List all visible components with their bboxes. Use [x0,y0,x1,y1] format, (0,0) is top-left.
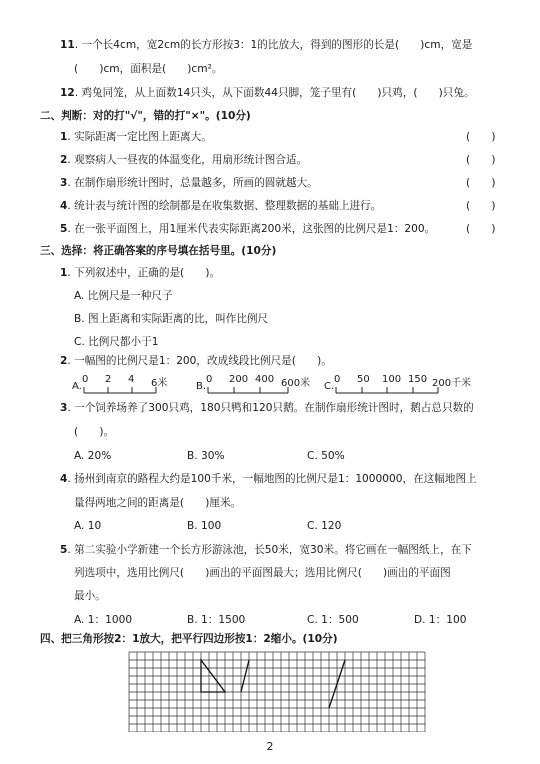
tick-label: 0 [82,374,89,385]
item-number: 5 [60,223,68,235]
tick-label: 0 [206,374,213,385]
judge-item-5 [60,222,435,236]
question-number: 3 [60,402,68,414]
question-number: 11 [60,39,75,51]
option-c[interactable]: C. 比例尺都小于1 [74,336,159,348]
question-5-line2: 列选项中，选用比例尺( )画出的平面图最大；选用比例尺( )画出的平面图 [74,567,451,579]
item-number: 4 [60,200,68,212]
option-a[interactable]: A. 10 [74,520,102,532]
question-text: . 第二实验小学新建一个长方形游泳池，长50米，宽30米。将它画在一幅图纸上，在下 [67,544,472,556]
question-5-line3: 最小。 [74,590,106,602]
scale-bar-option-b[interactable] [196,374,326,398]
option-letter: C. [324,381,335,392]
answer-blank[interactable]: ( ) [466,200,496,212]
question-text: . 一个长4cm，宽2cm的长方形按3：1的比放大，得到的图形的长是( )cm，宽是 [74,39,473,51]
tick-label: 0 [334,374,341,385]
tick-label: 100 [382,374,402,385]
question-text: . 一个饲养场养了300只鸡，180只鸭和120只鹅。在制作扇形统计图时，鹅占总只数的 [67,402,474,414]
item-number: 2 [60,154,68,166]
answer-blank[interactable]: ( ) [466,131,496,143]
question-number: 2 [60,355,68,367]
page-number: 2 [266,740,274,753]
option-c[interactable]: C. 1：500 [307,614,359,626]
item-number: 1 [60,131,68,143]
tick-label: 600米 [281,378,311,389]
tick-label: 200千米 [432,378,472,389]
item-text: . 实际距离一定比图上距离大。 [67,131,212,143]
tick-label: 150 [408,374,428,385]
tick-label: 4 [128,374,135,385]
option-letter: B. [196,381,207,392]
answer-blank[interactable]: ( ) [466,177,496,189]
choice-question-5 [60,543,472,557]
choice-question-2 [60,354,332,368]
section-4-title: 四、把三角形按2：1放大，把平行四边形按1：2缩小。(10分) [40,633,338,645]
judge-item-3 [60,176,318,190]
question-number: 1 [60,267,68,279]
section-2-title: 二、判断：对的打"√"，错的打"×"。(10分) [40,110,251,122]
scale-bar-option-a[interactable] [72,374,192,398]
option-a[interactable]: A. 比例尺是一种尺子 [74,290,173,302]
tick-label: 50 [357,374,370,385]
question-3-line2: ( )。 [74,426,115,438]
item-text: . 统计表与统计图的绘制都是在收集数据、整理数据的基础上进行。 [67,200,382,212]
judge-item-4 [60,199,381,213]
question-number: 12 [60,87,75,99]
question-text: . 扬州到南京的路程大约是100千米，一幅地图的比例尺是1：1000000，在这幅地图上 [67,473,477,485]
answer-blank[interactable]: ( ) [466,154,496,166]
option-a[interactable]: A. 20% [74,450,112,462]
judge-item-1 [60,130,212,144]
tick-label: 2 [105,374,112,385]
question-number: 5 [60,544,68,556]
option-letter: A. [72,381,82,392]
scale-bar-line [72,374,192,398]
question-4-line2: 量得两地之间的距离是( )厘米。 [74,497,242,509]
option-d[interactable]: D. 1：100 [414,614,467,626]
option-a[interactable]: A. 1：1000 [74,614,133,626]
option-b[interactable]: B. 30% [187,450,225,462]
option-b[interactable]: B. 100 [187,520,222,532]
question-11-line2: ( )cm，面积是( )cm²。 [74,63,223,75]
section-3-title: 三、选择：将正确答案的序号填在括号里。(10分) [40,245,277,257]
option-c[interactable]: C. 120 [307,520,342,532]
item-text: . 在制作扇形统计图时，总量越多，所画的圆就越大。 [67,177,318,189]
question-text: . 一幅图的比例尺是1：200，改成线段比例尺是( )。 [67,355,332,367]
question-11-line1 [60,38,472,52]
scale-bar-line [196,374,326,398]
item-text: . 在一张平面图上，用1厘米代表实际距离200米，这张图的比例尺是1：200。 [67,223,436,235]
drawing-grid[interactable] [127,650,427,732]
tick-label: 6米 [151,378,168,389]
scale-bar-option-c[interactable] [324,374,484,398]
choice-question-4 [60,472,477,486]
tick-label: 200 [229,374,249,385]
item-number: 3 [60,177,68,189]
tick-label: 400 [255,374,275,385]
option-c[interactable]: C. 50% [307,450,345,462]
item-text: . 观察病人一昼夜的体温变化，用扇形统计图合适。 [67,154,308,166]
answer-blank[interactable]: ( ) [466,223,496,235]
choice-question-1 [60,266,220,280]
option-b[interactable]: B. 1：1500 [187,614,246,626]
judge-item-2 [60,153,307,167]
question-text: . 下列叙述中，正确的是( )。 [67,267,221,279]
choice-question-3 [60,401,474,415]
question-text: . 鸡兔同笼，从上面数14只头，从下面数44只脚，笼子里有( )只鸡，( )只兔。 [74,87,475,99]
option-b[interactable]: B. 图上距离和实际距离的比，叫作比例尺 [74,313,269,325]
question-number: 4 [60,473,68,485]
question-12 [60,86,475,100]
scale-bar-line [324,374,484,398]
